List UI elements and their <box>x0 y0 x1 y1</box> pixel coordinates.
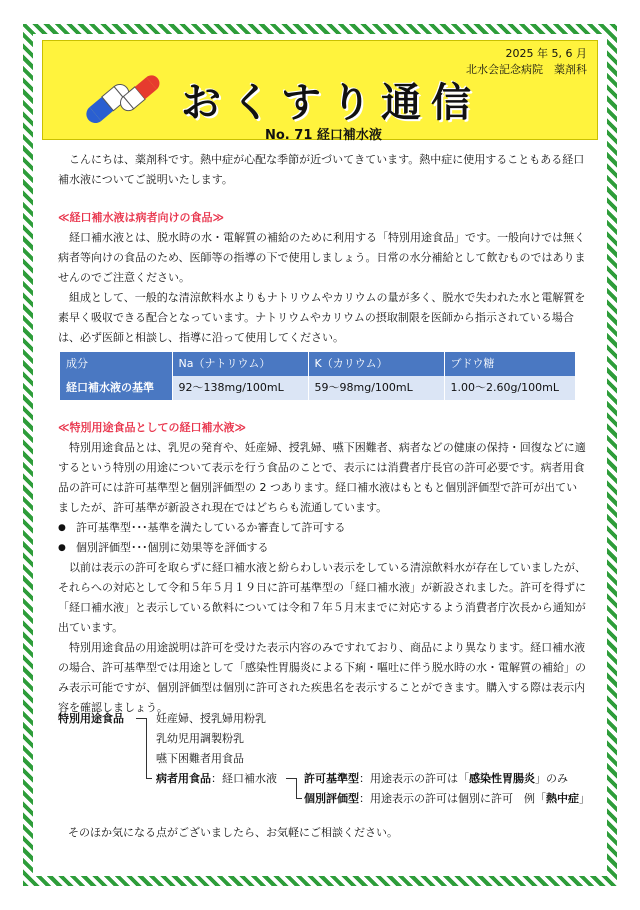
list-item: ● 許可基準型･･･基準を満たしているか審査して許可する <box>58 518 586 538</box>
section2-paragraph-3: 特別用途食品の用途説明は許可を受けた表示内容のみですれており、商品により異なります。経口補水液の場合、許可基準型では用途として「感染性胃腸炎による下痢・嘔吐に伴う脱水時の水・電解質の補給」のみ表示可能ですが、個別評価型は個別に許可された疾患名を表示することができます。購入する際は表示内容を確認しましょう。 <box>58 641 586 714</box>
issue-date: 2025 年 5, 6 月 <box>505 47 587 60</box>
tree-item-label: 」 <box>579 792 590 805</box>
newsletter-title: おくすり通信 <box>181 80 481 126</box>
table-cell: 59～98mg/100mL <box>308 376 444 400</box>
tree-item: 乳幼児用調製粉乳 <box>156 732 244 745</box>
electrolyte-table <box>60 352 576 400</box>
table-row <box>60 376 576 400</box>
table-cell: 92～138mg/100mL <box>172 376 308 400</box>
tree-item-label: ：経口補水液 <box>211 772 277 785</box>
tree-item-label: 感染性胃腸炎 <box>469 772 535 785</box>
section-title-oral-rehydration: ≪経口補水液は病者向けの食品≫ <box>58 211 225 224</box>
table-header: K（カリウム） <box>308 352 444 376</box>
table-cell: 1.00～2.60g/100mL <box>444 376 576 400</box>
tree-item: 妊産婦、授乳婦用粉乳 <box>156 712 266 725</box>
table-header: 成分 <box>60 352 172 376</box>
tree-item-label: 」のみ <box>535 772 568 785</box>
list-item: ● 個別評価型･･･個別に効果等を評価する <box>58 538 586 558</box>
tree-subitem-standard <box>304 770 568 786</box>
tree-item-label: 個別評価型 <box>304 792 359 805</box>
tree-connector <box>146 718 147 778</box>
tree-item-label: ：用途表示の許可は個別に許可 例「 <box>359 792 546 805</box>
tree-item-label: 許可基準型 <box>304 772 359 785</box>
tree-connector <box>296 778 297 798</box>
tree-item-label: ：用途表示の許可は「 <box>359 772 469 785</box>
issue-subtitle: No. 71 経口補水液 <box>265 128 382 143</box>
tree-root: 特別用途食品 <box>58 712 124 725</box>
section1-paragraph-1: 経口補水液とは、脱水時の水・電解質の補給のために利用する「特別用途食品」です。一般向けでは無く病者等向けの食品のため、医師等の指導の下で使用しましょう。日常の水分補給として飲むものではありませんのでご注意ください。 <box>58 231 586 284</box>
tree-item-label: 熱中症 <box>546 792 579 805</box>
table-cell: 経口補水液の基準 <box>60 376 172 400</box>
tree-connector <box>286 778 296 779</box>
tree-connector <box>146 778 152 779</box>
article-body <box>58 150 586 718</box>
intro-paragraph: こんにちは、薬剤科です。熱中症が心配な季節が近づいてきています。熱中症に使用することもある経口補水液についてご説明いたします。 <box>58 153 585 186</box>
organization-name: 北水会記念病院 薬剤科 <box>466 63 587 76</box>
closing-paragraph: そのほか気になる点がございましたら、お気軽にご相談ください。 <box>68 826 398 839</box>
table-header: Na（ナトリウム） <box>172 352 308 376</box>
section1-paragraph-2: 組成として、一般的な清涼飲料水よりもナトリウムやカリウムの量が多く、脱水で失われた水と電解質を素早く吸収できる配合となっています。ナトリウムやカリウムの摂取制限を医師から指示されている場合は、必ず医師と相談し、指導に沿って使用してください。 <box>58 291 586 344</box>
tree-item-patient-food <box>156 770 277 786</box>
tree-connector <box>136 718 146 719</box>
tree-item-label: 病者用食品 <box>156 772 211 785</box>
tree-subitem-individual <box>304 790 590 806</box>
section2-paragraph-2: 以前は表示の許可を取らずに経口補水液と紛らわしい表示をしている清涼飲料水が存在していましたが、それらへの対応として令和５年５月１９日に許可基準型の「経口補水液」が新設されました。許可を得ずに「経口補水液」と表示している飲料については令和７年５月末までに対応するよう消費者庁次長から通知が出ています。 <box>58 561 586 634</box>
header-banner <box>42 40 598 143</box>
table-header-row <box>60 352 576 376</box>
capsule-icon <box>85 69 165 129</box>
section2-paragraph-1: 特別用途食品とは、乳児の発育や、妊産婦、授乳婦、嚥下困難者、病者などの健康の保持・回復などに適するという特別の用途について表示を行う食品のことで、表示には消費者庁長官の許可必要です。病者用食品の許可には許可基準型と個別評価型の 2 つあります。経口補水液はもともと個別評価型で許可が出ていましたが、許可基準が新設され現在ではどちらも流通しています。 <box>58 441 586 514</box>
tree-item: 嚥下困難者用食品 <box>156 752 244 765</box>
table-header: ブドウ糖 <box>444 352 576 376</box>
section-title-special-use-food: ≪特別用途食品としての経口補水液≫ <box>58 421 247 434</box>
tree-connector <box>296 798 302 799</box>
